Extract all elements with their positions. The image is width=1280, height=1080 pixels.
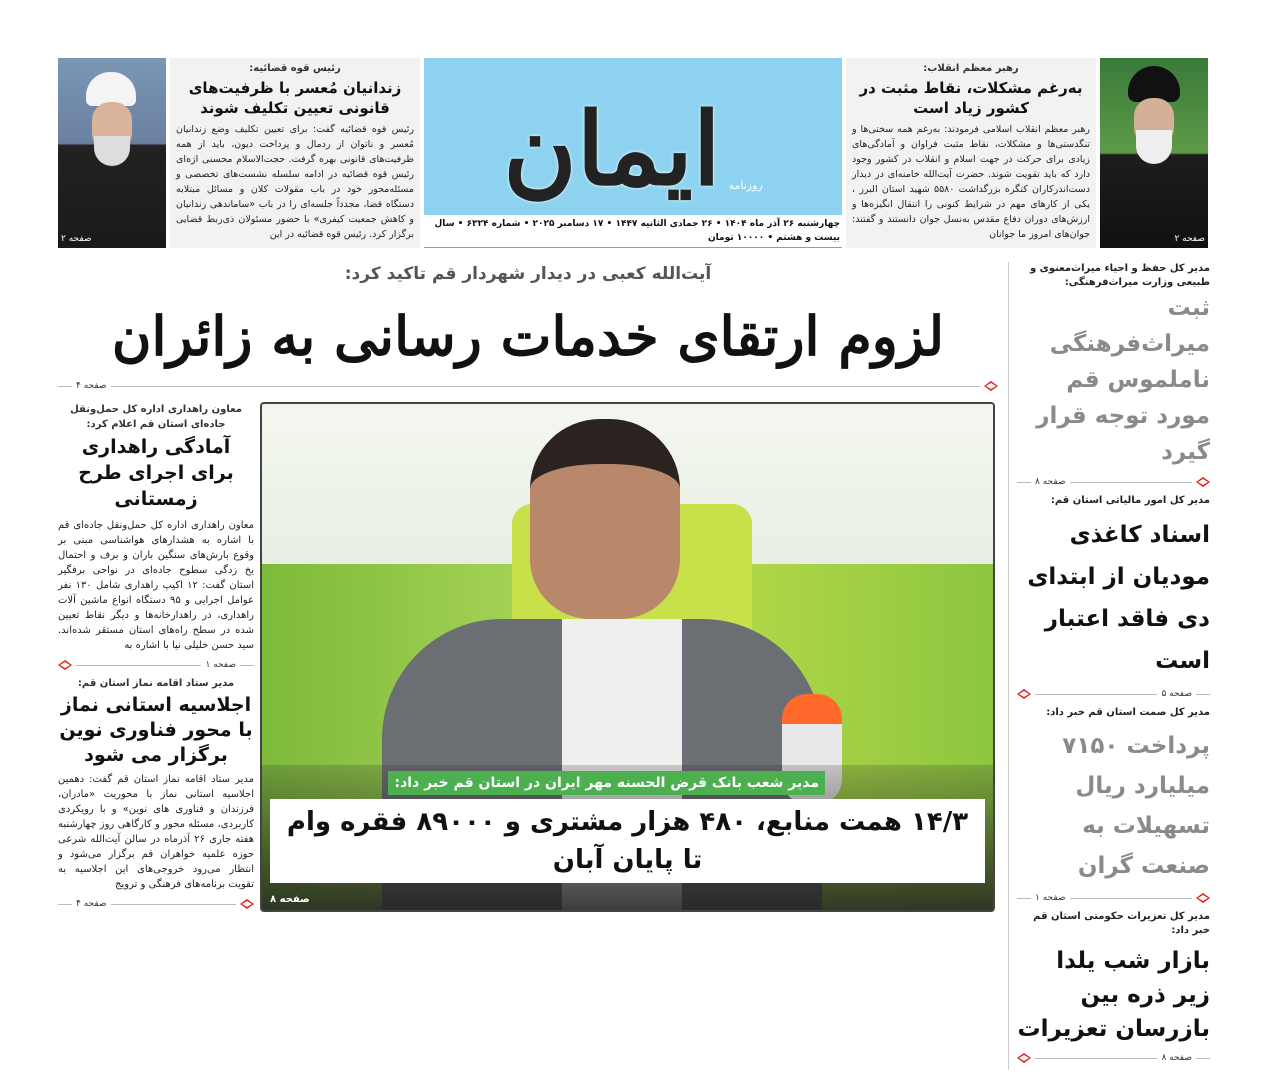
left-divider-1: [58, 659, 254, 671]
divider: [111, 904, 236, 905]
story-title[interactable]: پرداخت ۷۱۵۰ میلیارد ریال تسهیلات به صنعت گران: [1062, 733, 1210, 879]
divider: [76, 665, 201, 666]
main-area: [58, 262, 998, 1070]
lower-main-row: [58, 402, 998, 916]
lead-divider: [58, 380, 998, 392]
page-ref: صفحه ۸: [1035, 477, 1066, 487]
left-story-1[interactable]: [58, 402, 254, 653]
divider: [1035, 1058, 1157, 1059]
story-title[interactable]: آمادگی راهداری برای اجرای طرح زمستانی: [78, 436, 234, 510]
right-column: [1008, 262, 1210, 1070]
judiciary-chief-photo[interactable]: [58, 58, 166, 248]
divider: [1070, 898, 1192, 899]
page-ref: صفحه ۱: [205, 660, 236, 670]
photo-headline[interactable]: ۱۴/۳ همت منابع، ۴۸۰ هزار مشتری و ۸۹۰۰۰ فقره وام تا پایان آبان: [270, 799, 985, 883]
masthead-prefix: روزنامه: [728, 179, 763, 192]
masthead-block: [424, 58, 842, 248]
leader-photo[interactable]: [1100, 58, 1208, 248]
right-divider-1: [1017, 476, 1210, 488]
right-story-3[interactable]: [1017, 706, 1210, 886]
diamond-icon: [1196, 893, 1210, 903]
story-title[interactable]: زندانیان مُعسر با ظرفیت‌های قانونی تعیین تکلیف شوند: [188, 79, 402, 117]
right-divider-2: [1017, 688, 1210, 700]
kicker: مدیر کل تعزیرات حکومتی استان قم خبر داد:: [1033, 911, 1210, 936]
kicker: رئیس قوه قضائیه:: [249, 63, 341, 74]
face: [530, 419, 680, 619]
diamond-icon: [58, 660, 72, 670]
lead-headline[interactable]: لزوم ارتقای خدمات رسانی به زائران: [111, 304, 945, 368]
divider: [1196, 694, 1210, 695]
story-body: معاون راهداری اداره کل حمل‌ونقل جاده‌ای قم با اشاره به هشدارهای هواشناسی مبنی بر وقوع بارش‌های سنگین باران و برف و احتمال یخ زدگی سطوح جاده‌ای در نواحی برفگیر استان گفت: ۱۲ اکیپ راهداری شامل ۱۳۰ نفر عوامل اجرایی و ۹۵ دستگاه انواع ماشین آلات راهداری، در راهدارخانه‌ها و دیگر نقاط تعیین شده در سطح راه‌های استان مستقر شده‌اند. سید حسن خلیلی نیا با اشاره به: [58, 520, 254, 651]
page-ref: صفحه ۲: [1174, 234, 1205, 244]
divider: [58, 904, 72, 905]
right-divider-4: [1017, 1052, 1210, 1064]
main-photo[interactable]: [260, 402, 995, 912]
divider: [111, 386, 980, 387]
story-body: رهبر معظم انقلاب اسلامی فرمودند: به‌رغم همه سختی‌ها و تنگدستی‌ها و مشکلات، نقاط مثبت فراوان و آمادگی‌های زیادی برای حرکت در جهت اسلام و انقلاب در کشور وجود دارد که باید تقویت شوند. حضرت آیت‌الله خامنه‌ای در دیدار دست‌اندرکاران کنگره بزرگداشت ۵۵۸۰ شهید استان البرز ، یکی از کارهای مهم در شرایط کنونی را انتقال انگیزه‌ها و ارزش‌های دوران دفاع مقدس به‌نسل جوان دانستند و گفتند: جوان‌های امروز ما جوانان: [852, 124, 1091, 240]
masthead[interactable]: [424, 58, 842, 215]
beard: [1136, 130, 1172, 164]
diamond-icon: [240, 899, 254, 909]
left-divider-2: [58, 898, 254, 910]
page-ref: صفحه ۵: [1161, 689, 1192, 699]
right-story-4[interactable]: [1017, 910, 1210, 1046]
story-title[interactable]: ثبت میراث‌فرهنگی ناملموس قم مورد توجه قرار گیرد: [1036, 295, 1210, 465]
divider: [240, 665, 254, 666]
masthead-logo: ایمان: [503, 90, 721, 208]
photo-caption: [262, 765, 993, 910]
turban: [86, 72, 136, 106]
page-ref: صفحه ۴: [76, 899, 107, 909]
right-story-2[interactable]: [1017, 494, 1210, 682]
divider: [1017, 482, 1031, 483]
kicker: مدیر کل امور مالیاتی استان قم:: [1050, 495, 1210, 506]
story-body: رئیس قوه قضائیه گفت: برای تعیین تکلیف وضع زندانیان مُعسر و ناتوان از ردمال و پرداخت دیون، باید از همه ظرفیت‌های قانونی بهره گرفت. حجت‌الاسلام محسنی اژه‌ای رئیس قوه قضائیه در ادامه سلسله نشست‌های تخصصی و مسئله‌محور خود در باب مقولات کلان و مسائل مبتلابه دستگاه قضا، مجدداً جلسه‌ای را در باب «ساماندهی زندانیان و کاهش جمعیت کیفری» با حضور مسئولان ذی‌ربط قضایی برگزار کرد. رئیس قوه قضائیه در این: [176, 124, 414, 240]
divider: [58, 386, 72, 387]
story-title[interactable]: اجلاسیه استانی نماز با محور فناوری نوین برگزار می شود: [59, 694, 253, 766]
story-body: مدیر ستاد اقامه نماز استان قم گفت: دهمین اجلاسیه استانی نماز با محوریت «مادران، فرزندان و فناوری های نوین» و با رویکردی کاربردی، مسئله محور و کارگاهی روز چهارشنبه هفته جاری ۲۶ آذرماه در سالن آیت‌الله شرعی حوزه علمیه خواهران قم برگزار می‌شود و انتظار می‌رود خروجی‌های این اجلاسیه به تقویت برنامه‌های فرهنگی و ترویج: [58, 774, 254, 890]
divider: [1035, 694, 1157, 695]
lead-kicker: آیت‌الله کعبی در دیدار شهردار قم تاکید کرد:: [344, 264, 712, 284]
top-strip: [58, 58, 1225, 248]
diamond-icon: [1017, 689, 1031, 699]
turban: [1128, 66, 1180, 102]
story-title[interactable]: به‌رغم مشکلات، نقاط مثبت در کشور زیاد است: [859, 79, 1083, 117]
kicker: مدیر کل صمت استان قم خبر داد:: [1046, 707, 1210, 718]
page-ref: صفحه ۸: [1161, 1053, 1192, 1063]
diamond-icon: [984, 381, 998, 391]
kicker: رهبر معظم انقلاب:: [923, 63, 1019, 74]
right-story-1[interactable]: [1017, 262, 1210, 470]
divider: [1196, 1058, 1210, 1059]
page-ref: صفحه ۸: [270, 894, 310, 905]
right-divider-3: [1017, 892, 1210, 904]
kicker: معاون راهداری اداره کل حمل‌ونقل جاده‌ای استان قم اعلام کرد:: [70, 404, 242, 430]
page-ref: صفحه ۴: [76, 381, 107, 391]
left-story-2[interactable]: [58, 677, 254, 892]
photo-kicker: مدیر شعب بانک قرض الحسنه مهر ایران در استان قم خبر داد:: [388, 771, 825, 795]
left-column: [58, 402, 254, 916]
story-title[interactable]: بازار شب یلدا زیر ذره بین بازرسان تعزیرات: [1017, 948, 1210, 1042]
page-ref: صفحه ۲: [61, 234, 92, 244]
kicker: مدیر کل حفظ و احیاء میراث‌معنوی و طبیعی وزارت میراث‌فرهنگی:: [1029, 263, 1210, 288]
kicker: مدیر ستاد اقامه نماز استان قم:: [77, 678, 235, 689]
story-title[interactable]: اسناد کاغذی مودیان از ابتدای دی فاقد اعتبار است: [1027, 522, 1210, 674]
dateline: چهارشنبه ۲۶ آذر ماه ۱۴۰۴ • ۲۶ جمادی الثانیه ۱۴۴۷ • ۱۷ دسامبر ۲۰۲۵ • شماره ۶۳۲۴ • سال بیست و هشتم • ۱۰۰۰۰ تومان: [424, 215, 842, 248]
top-left-story[interactable]: [170, 58, 420, 248]
top-right-story[interactable]: [846, 58, 1096, 248]
diamond-icon: [1196, 477, 1210, 487]
diamond-icon: [1017, 1053, 1031, 1063]
divider: [1017, 898, 1031, 899]
beard: [94, 136, 130, 166]
divider: [1070, 482, 1192, 483]
page-ref: صفحه ۱: [1035, 893, 1066, 903]
lower-section: [58, 262, 1225, 1070]
